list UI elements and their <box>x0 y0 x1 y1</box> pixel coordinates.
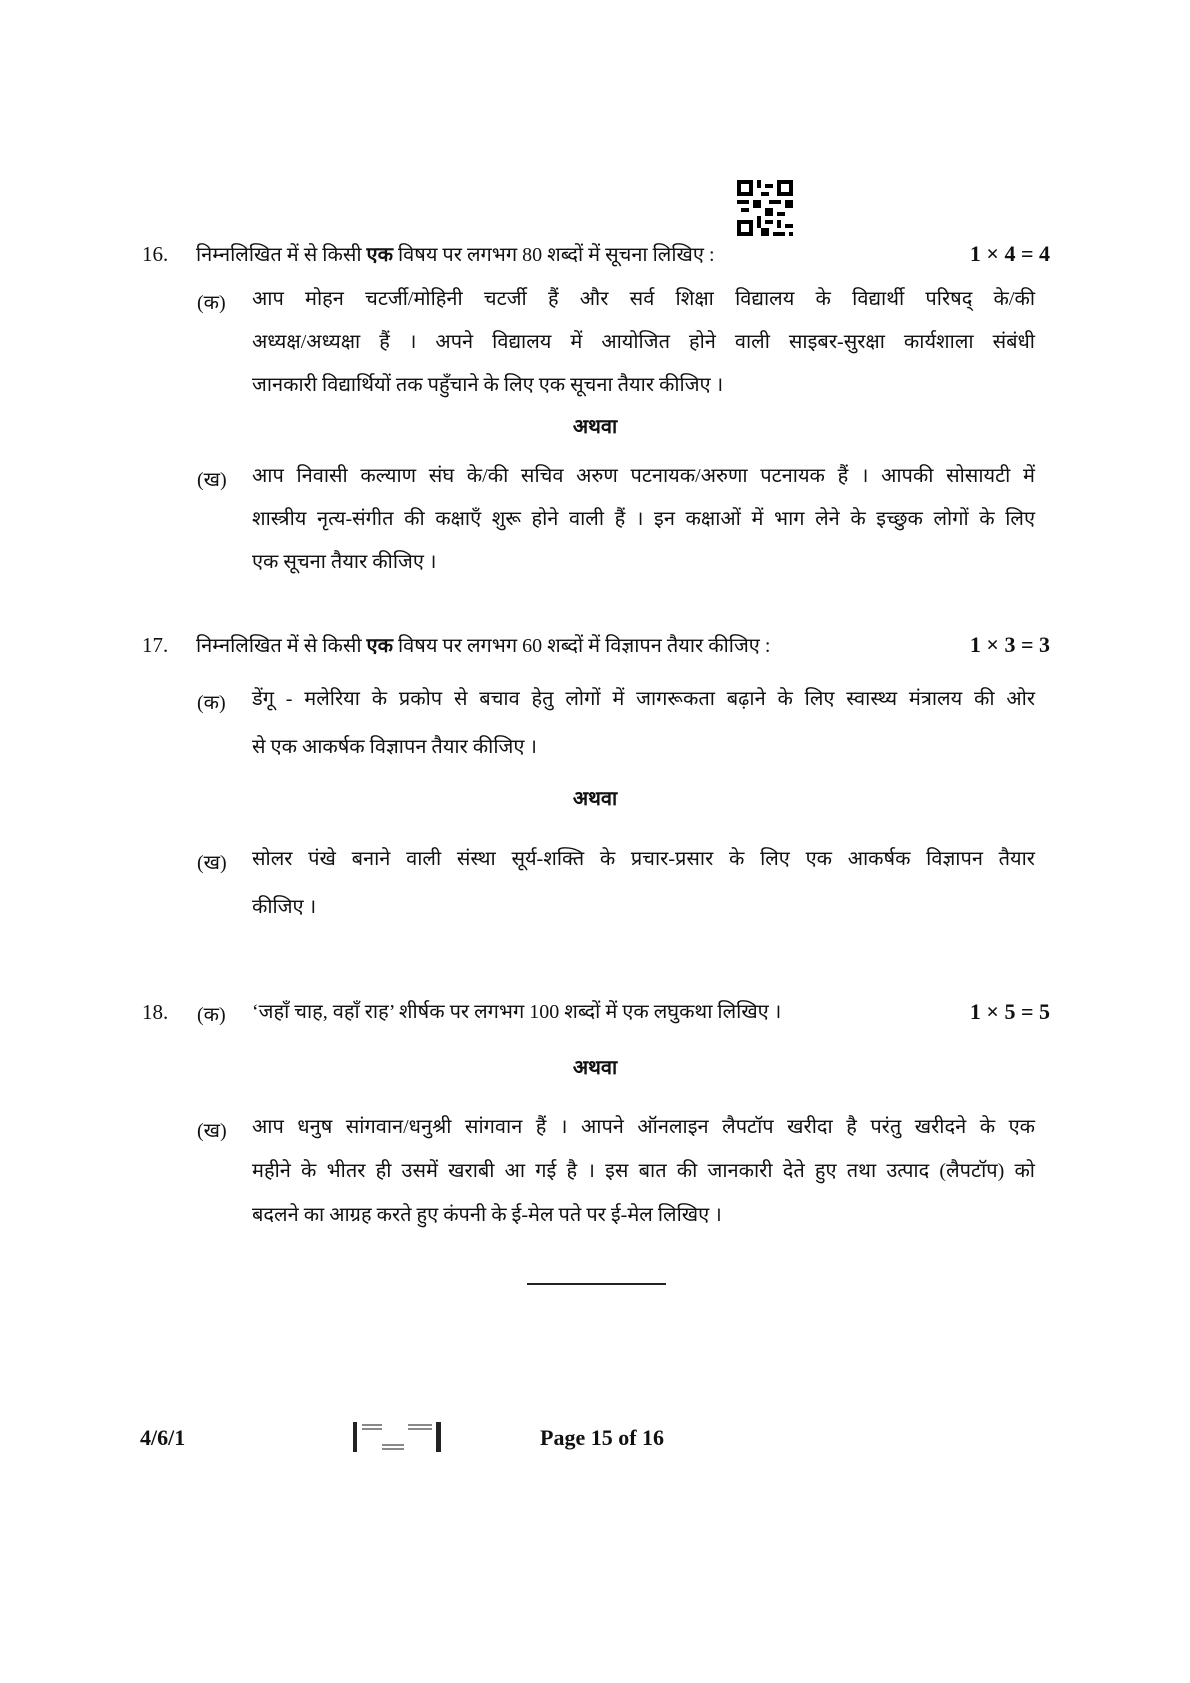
option-label: (क) <box>197 692 226 714</box>
option-b-line: बदलने का आग्रह करते हुए कंपनी के ई-मेल पते पर ई-मेल लिखिए । <box>252 1204 722 1226</box>
question-prompt: निम्नलिखित में से किसी एक विषय पर लगभग 80 शब्दों में सूचना लिखिए : <box>196 244 715 266</box>
marks: 1 × 5 = 5 <box>969 999 1050 1024</box>
option-b-line: आप धनुष सांगवान/धनुश्री सांगवान हैं । आपने ऑनलाइन लैपटॉप खरीदा है परंतु खरीदने के एक <box>252 1116 1035 1138</box>
marks: 1 × 3 = 3 <box>969 632 1050 657</box>
option-a-line: जानकारी विद्यार्थियों तक पहुँचाने के लिए एक सूचना तैयार कीजिए । <box>252 374 724 396</box>
option-a-line: आप मोहन चटर्जी/मोहिनी चटर्जी हैं और सर्व शिक्षा विद्यालय के विद्यार्थी परिषद् के/की <box>252 288 1035 310</box>
option-b-line: एक सूचना तैयार कीजिए । <box>252 551 437 573</box>
page-number: Page 15 of 16 <box>540 1425 665 1450</box>
end-rule <box>527 1283 666 1285</box>
option-label: (क) <box>197 292 226 314</box>
question-number: 16. <box>142 242 169 266</box>
option-a-line: से एक आकर्षक विज्ञापन तैयार कीजिए । <box>252 736 537 758</box>
or-divider: अथवा <box>572 1057 618 1079</box>
marks: 1 × 4 = 4 <box>969 241 1050 266</box>
option-label: (ख) <box>197 469 227 491</box>
option-b-line: कीजिए । <box>252 896 317 918</box>
option-b-line: आप निवासी कल्याण संघ के/की सचिव अरुण पटनायक/अरुणा पटनायक हैं । आपकी सोसायटी में <box>252 465 1035 487</box>
barcode-icon <box>350 1420 450 1454</box>
paper-code: 4/6/1 <box>140 1425 186 1450</box>
question-number: 17. <box>142 633 169 657</box>
option-a-line: ‘जहाँ चाह, वहाँ राह’ शीर्षक पर लगभग 100 शब्दों में एक लघुकथा लिखिए । <box>252 1001 782 1023</box>
question-prompt: निम्नलिखित में से किसी एक विषय पर लगभग 60 शब्दों में विज्ञापन तैयार कीजिए : <box>196 635 771 657</box>
option-b-line: शास्त्रीय नृत्य-संगीत की कक्षाएँ शुरू होने वाली हैं । इन कक्षाओं में भाग लेने के इच्छुक लोगों के लिए <box>252 508 1035 530</box>
or-divider: अथवा <box>572 416 618 438</box>
option-b-line: महीने के भीतर ही उसमें खराबी आ गई है । इस बात की जानकारी देते हुए तथा उत्पाद (लैपटॉप) को <box>252 1160 1035 1182</box>
question-number: 18. <box>142 1000 169 1024</box>
option-label: (ख) <box>197 1120 227 1142</box>
or-divider: अथवा <box>572 788 618 810</box>
option-a-line: अध्यक्ष/अध्यक्षा हैं । अपने विद्यालय में आयोजित होने वाली साइबर-सुरक्षा कार्यशाला संबंधी <box>252 331 1035 353</box>
qr-code-icon <box>737 180 793 236</box>
option-a-line: डेंगू - मलेरिया के प्रकोप से बचाव हेतु लोगों में जागरूकता बढ़ाने के लिए स्वास्थ्य मंत्रालय की ओर <box>252 688 1035 710</box>
option-label: (ख) <box>197 852 227 874</box>
option-b-line: सोलर पंखे बनाने वाली संस्था सूर्य-शक्ति के प्रचार-प्रसार के लिए एक आकर्षक विज्ञापन तैयार <box>252 848 1035 870</box>
option-label: (क) <box>197 1004 226 1026</box>
